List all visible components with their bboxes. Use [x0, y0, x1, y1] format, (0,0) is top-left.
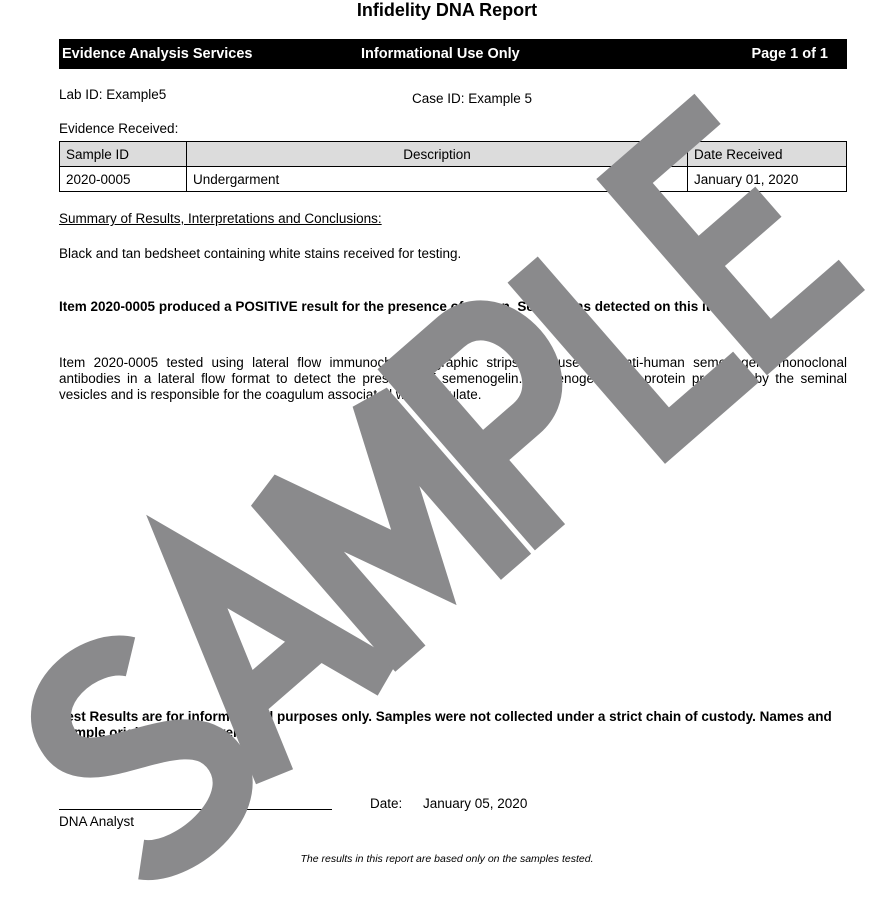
watermark-letter-s — [20, 635, 254, 877]
evidence-label: Evidence Received: — [59, 121, 179, 136]
summary-heading: Summary of Results, Interpretations and Conclusions: — [59, 211, 382, 226]
header-sample-id: Sample ID — [60, 142, 187, 167]
method-text: Item 2020-0005 tested using lateral flow immunochromatographic strips that use two anti-human semenogelin monoclonal antibodies in a lateral flow format to detect the presence of semenogelin. Semenogelin is a protein produced by the seminal vesicles and is responsible for the coagulum associated with ejaculate. — [59, 355, 847, 402]
header-page: Page 1 of 1 — [751, 46, 828, 62]
cell-date-received: January 01, 2020 — [688, 167, 847, 192]
evidence-table — [59, 141, 847, 192]
header-date-received: Date Received — [688, 142, 847, 167]
footer-note: The results in this report are based only on the samples tested. — [300, 853, 594, 865]
header-org: Evidence Analysis Services — [62, 46, 253, 62]
lab-id: Lab ID: Example5 — [59, 87, 167, 102]
watermark-letter-m — [266, 401, 516, 659]
table-header-row — [60, 142, 847, 167]
header-description: Description — [187, 142, 688, 167]
disclaimer: Test Results are for informational purposes only. Samples were not collected under a strict chain of custody. Names and sample origin cannot be verified. — [59, 709, 832, 740]
signature-line — [59, 809, 332, 810]
date-label: Date: — [370, 796, 403, 811]
case-id: Case ID: Example 5 — [412, 91, 533, 106]
cell-sample-id: 2020-0005 — [60, 167, 187, 192]
report-title: Infidelity DNA Report — [356, 0, 538, 20]
signature-label: DNA Analyst — [59, 814, 135, 829]
date-value: January 05, 2020 — [423, 796, 528, 811]
watermark-letter-p — [406, 300, 632, 537]
header-bar — [59, 39, 847, 69]
result-statement: Item 2020-0005 produced a POSITIVE result for the presence of semen. Semen was detected on this item. — [59, 299, 734, 314]
table-row — [60, 167, 847, 192]
cell-description: Undergarment — [187, 167, 688, 192]
header-notice: Informational Use Only — [361, 46, 520, 62]
summary-text: Black and tan bedsheet containing white stains received for testing. — [59, 246, 462, 261]
